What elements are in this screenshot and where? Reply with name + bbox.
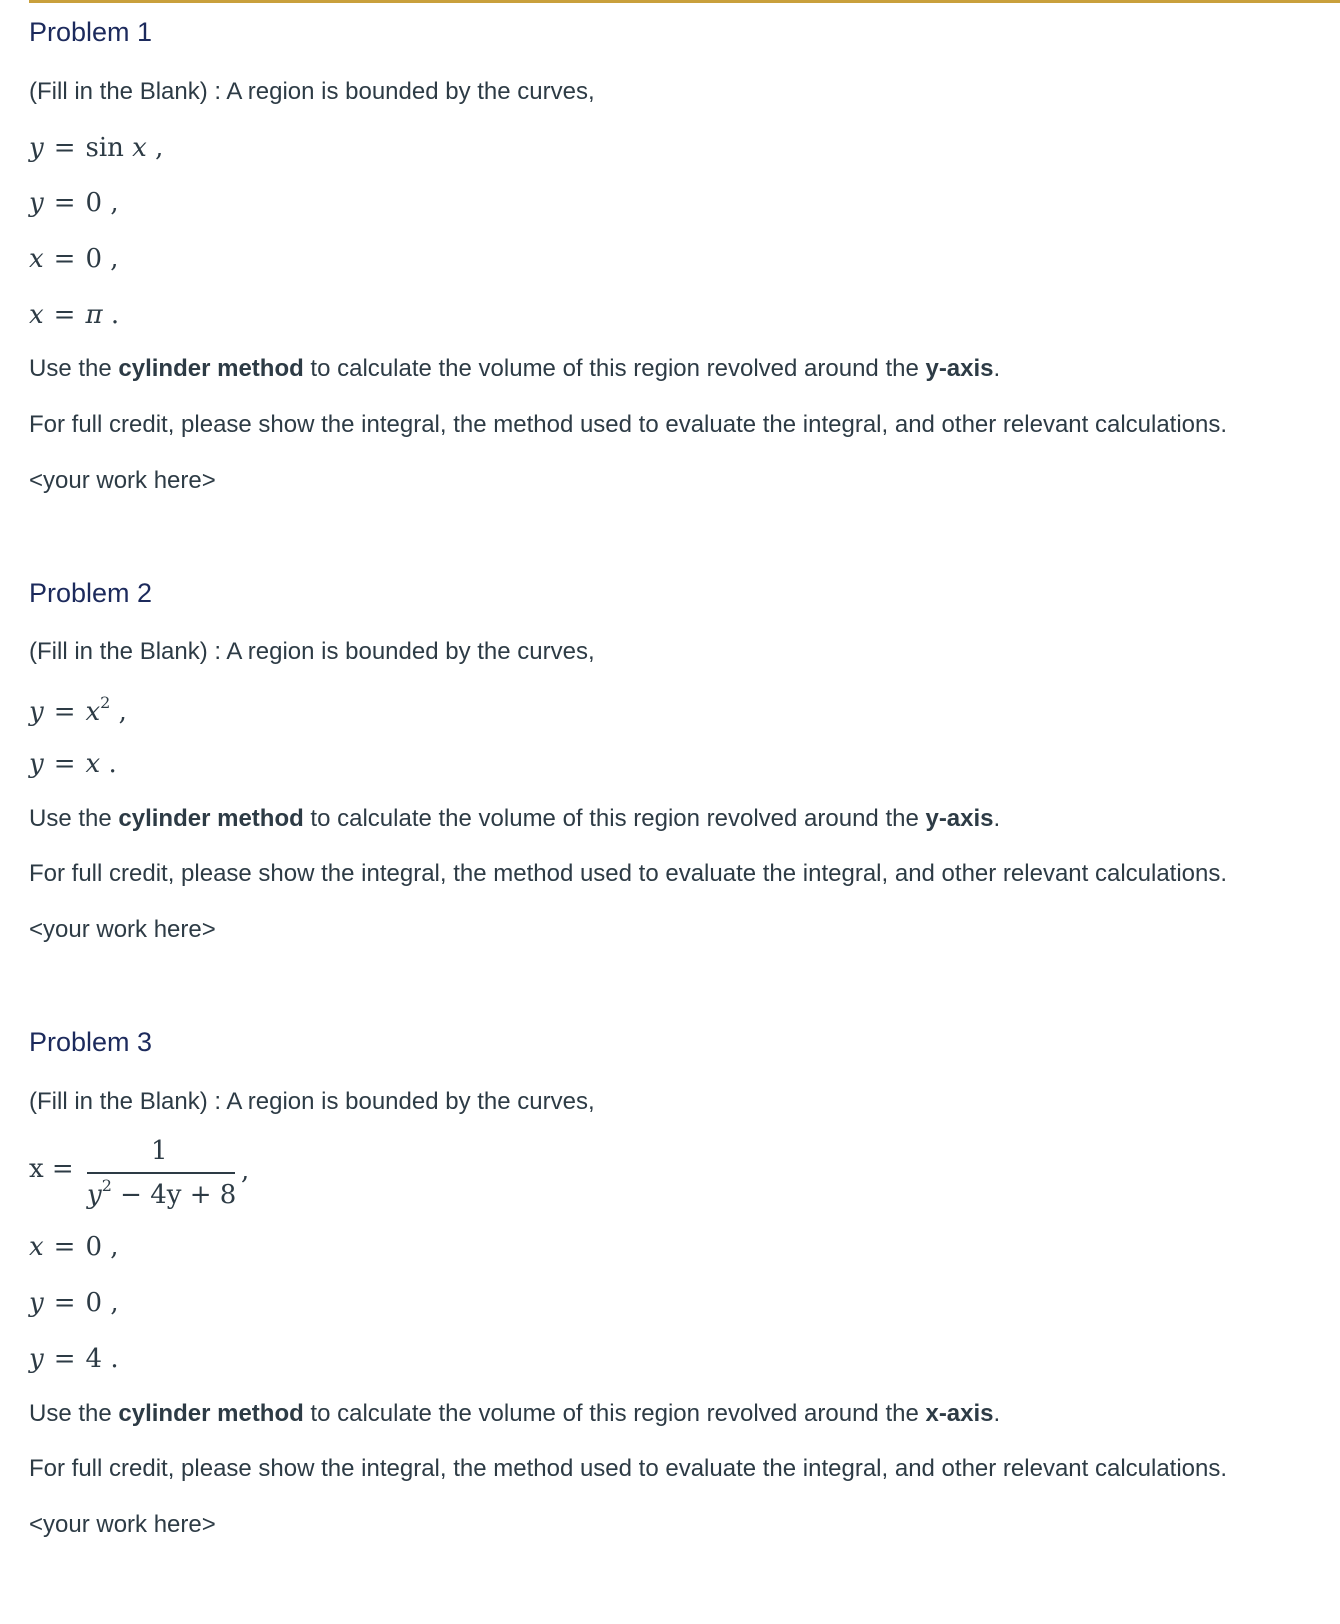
problem-3-intro: (Fill in the Blank) : A region is bounded by the curves, [29, 1088, 595, 1115]
problem-3-curve-4: y = 4 . [29, 1344, 119, 1374]
fraction-bar [87, 1172, 235, 1174]
problem-1-title: Problem 1 [29, 17, 153, 47]
problem-1-work-placeholder: <your work here> [29, 467, 216, 494]
fraction-lhs: x = [29, 1154, 74, 1184]
problem-1-intro: (Fill in the Blank) : A region is bounded by the curves, [29, 78, 595, 105]
problem-1-curve-1: y = sin x , [29, 133, 164, 163]
problem-1-instruction: Use the cylinder method to calculate the volume of this region revolved around the y-axis. [29, 355, 1001, 382]
top-accent-rule [29, 0, 1340, 3]
problem-3-curve-3: y = 0 , [29, 1288, 119, 1318]
problem-2-intro: (Fill in the Blank) : A region is bounded by the curves, [29, 638, 595, 665]
problem-3-title: Problem 3 [29, 1027, 153, 1057]
fraction-comma: , [241, 1156, 250, 1186]
problem-1-curve-4: x = π . [29, 300, 120, 330]
problem-2-credit-note: For full credit, please show the integral, the method used to evaluate the integral, and other relevant calculations. [29, 860, 1228, 887]
problem-3-curve-1-fraction [29, 1136, 269, 1210]
problem-2-title: Problem 2 [29, 578, 153, 608]
problem-1-credit-note: For full credit, please show the integral, the method used to evaluate the integral, and other relevant calculations. [29, 411, 1228, 438]
fraction-denominator: $y^2 - 4y + 8$ [87, 1176, 237, 1210]
problem-3-instruction: Use the cylinder method to calculate the volume of this region revolved around the x-axis. [29, 1400, 1001, 1427]
problem-2-work-placeholder: <your work here> [29, 916, 216, 943]
fraction-numerator: 1 [151, 1136, 168, 1166]
problem-3-curve-2: x = 0 , [29, 1232, 119, 1262]
problem-2-curve-2: y = x . [29, 749, 117, 779]
problem-3-work-placeholder: <your work here> [29, 1511, 216, 1538]
problem-2-curve-1: $y = x^2$ , [29, 693, 127, 727]
problem-1-curve-2: y = 0 , [29, 188, 119, 218]
problem-2-instruction: Use the cylinder method to calculate the volume of this region revolved around the y-axis. [29, 805, 1001, 832]
problem-3-credit-note: For full credit, please show the integral, the method used to evaluate the integral, and other relevant calculations. [29, 1455, 1228, 1482]
problem-1-curve-3: x = 0 , [29, 244, 119, 274]
